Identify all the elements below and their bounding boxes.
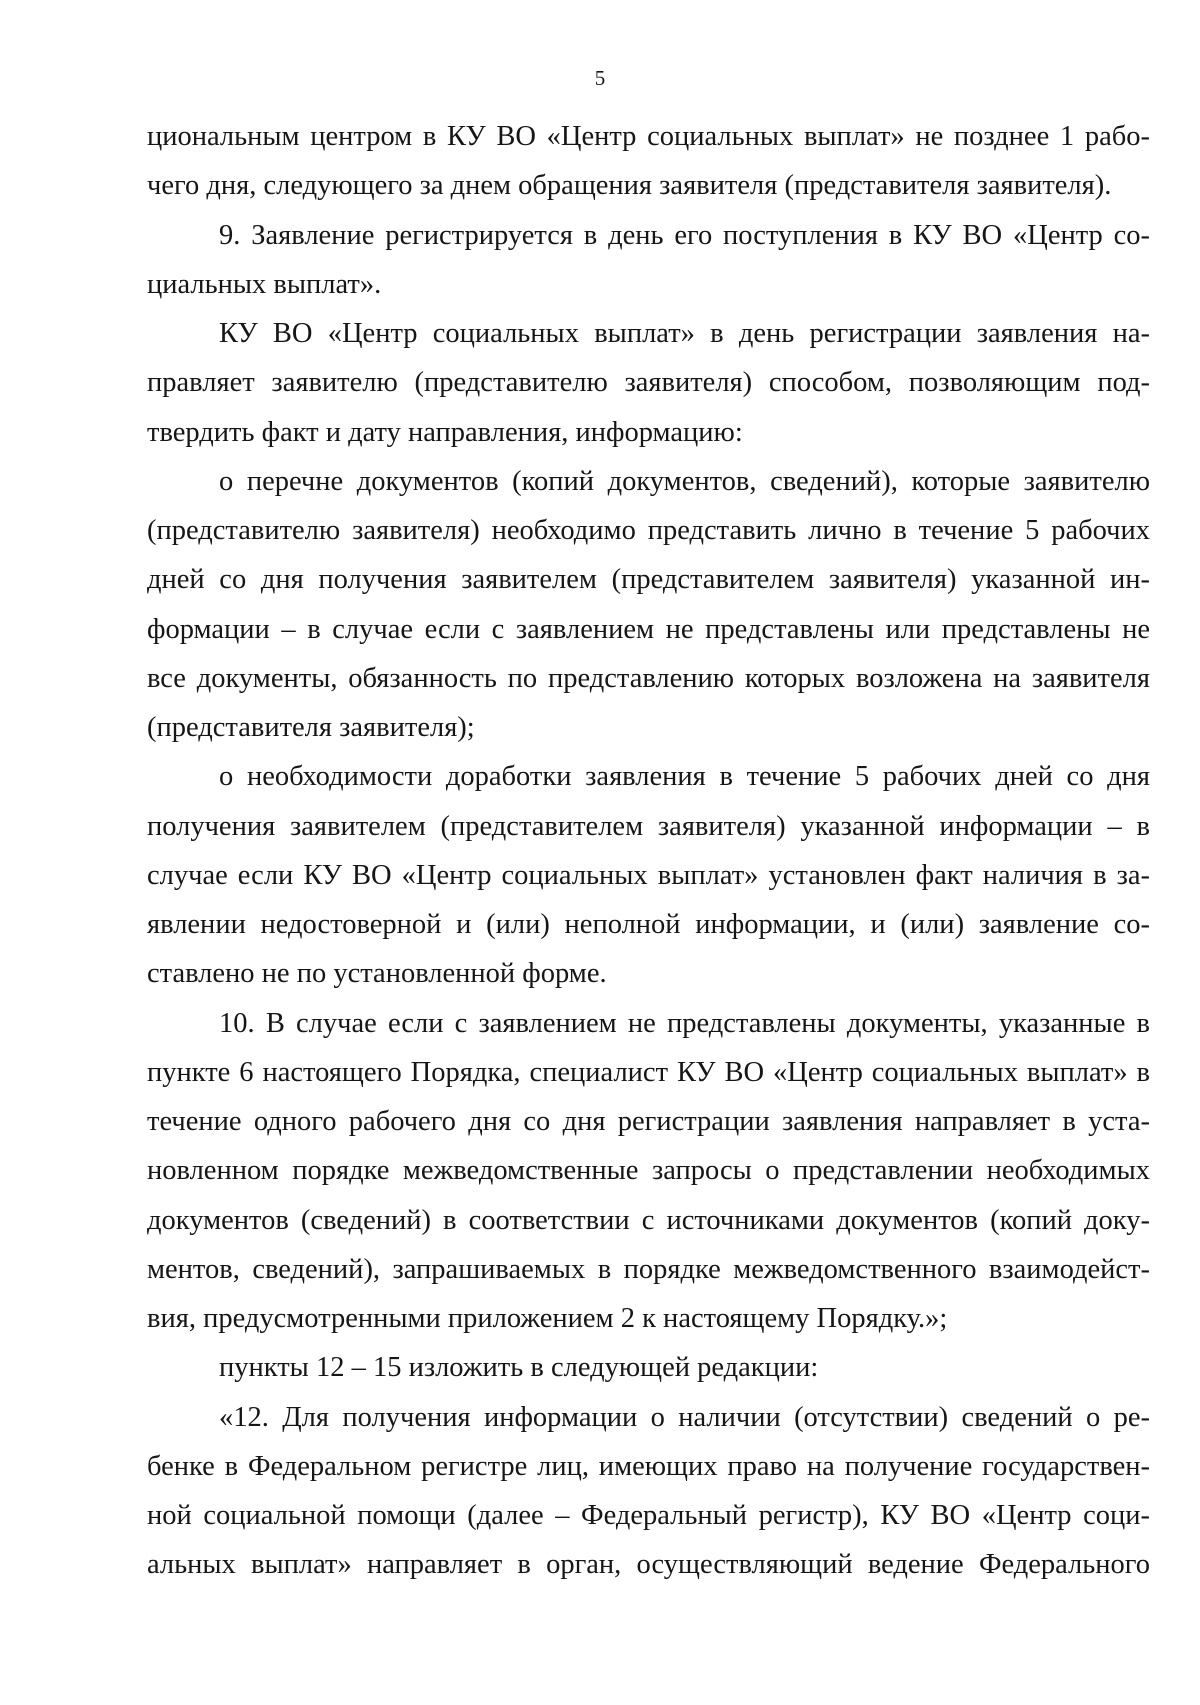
- text-line: случае если КУ ВО «Центр социальных выплат» установлен факт наличия в за-: [147, 859, 1150, 891]
- text-line: о необходимости доработки заявления в течение 5 рабочих дней со дня: [219, 761, 1150, 793]
- text-line: документов (сведений) в соответствии с источниками документов (копий доку-: [147, 1204, 1150, 1236]
- text-line: бенке в Федеральном регистре лиц, имеющих право на получение государствен-: [147, 1450, 1150, 1482]
- text-line: вия, предусмотренными приложением 2 к настоящему Порядку.»;: [147, 1303, 948, 1334]
- text-line: циальных выплат».: [147, 268, 382, 300]
- text-line: 10. В случае если с заявлением не представлены документы, указанные в: [219, 1007, 1150, 1039]
- text-line: о перечне документов (копий документов, сведений), которые заявителю: [219, 465, 1150, 497]
- text-line: альных выплат» направляет в орган, осуществляющий ведение Федерального: [147, 1549, 1150, 1581]
- text-line: пункты 12 – 15 изложить в следующей редакции:: [219, 1352, 819, 1384]
- text-line: течение одного рабочего дня со дня регистрации заявления направляет в уста-: [147, 1106, 1150, 1137]
- page-number: 5: [594, 66, 606, 90]
- text-line: чего дня, следующего за днем обращения заявителя (представителя заявителя).: [147, 170, 1112, 202]
- text-line: дней со дня получения заявителем (представителем заявителя) указанной ин-: [147, 564, 1150, 596]
- text-line: ной социальной помощи (далее – Федеральный регистр), КУ ВО «Центр соци-: [147, 1500, 1150, 1531]
- text-line: ставлено не по установленной форме.: [147, 958, 607, 990]
- text-line: формации – в случае если с заявлением не представлены или представлены не: [147, 613, 1150, 645]
- text-line: получения заявителем (представителем заявителя) указанной информации – в: [147, 810, 1150, 842]
- text-line: 9. Заявление регистрируется в день его поступления в КУ ВО «Центр со-: [219, 219, 1150, 251]
- text-line: КУ ВО «Центр социальных выплат» в день регистрации заявления на-: [219, 318, 1150, 349]
- body-text: [147, 112, 1150, 1590]
- text-line: явлении недостоверной и (или) неполной информации, и (или) заявление со-: [147, 909, 1150, 940]
- text-line: все документы, обязанность по представлению которых возложена на заявителя: [147, 662, 1150, 694]
- text-line: (представителя заявителя);: [147, 712, 475, 743]
- text-line: пункте 6 настоящего Порядка, специалист КУ ВО «Центр социальных выплат» в: [147, 1056, 1150, 1088]
- text-line: «12. Для получения информации о наличии (отсутствии) сведений о ре-: [219, 1401, 1150, 1433]
- text-line: циональным центром в КУ ВО «Центр социальных выплат» не позднее 1 рабо-: [147, 121, 1150, 152]
- text-line: твердить факт и дату направления, информацию:: [147, 416, 743, 448]
- text-line: новленном порядке межведомственные запросы о представлении необходимых: [147, 1155, 1150, 1187]
- text-line: (представителю заявителя) необходимо представить лично в течение 5 рабочих: [147, 515, 1150, 546]
- text-line: ментов, сведений), запрашиваемых в порядке межведомственного взаимодейст-: [147, 1253, 1150, 1285]
- text-line: правляет заявителю (представителю заявителя) способом, позволяющим под-: [147, 367, 1150, 399]
